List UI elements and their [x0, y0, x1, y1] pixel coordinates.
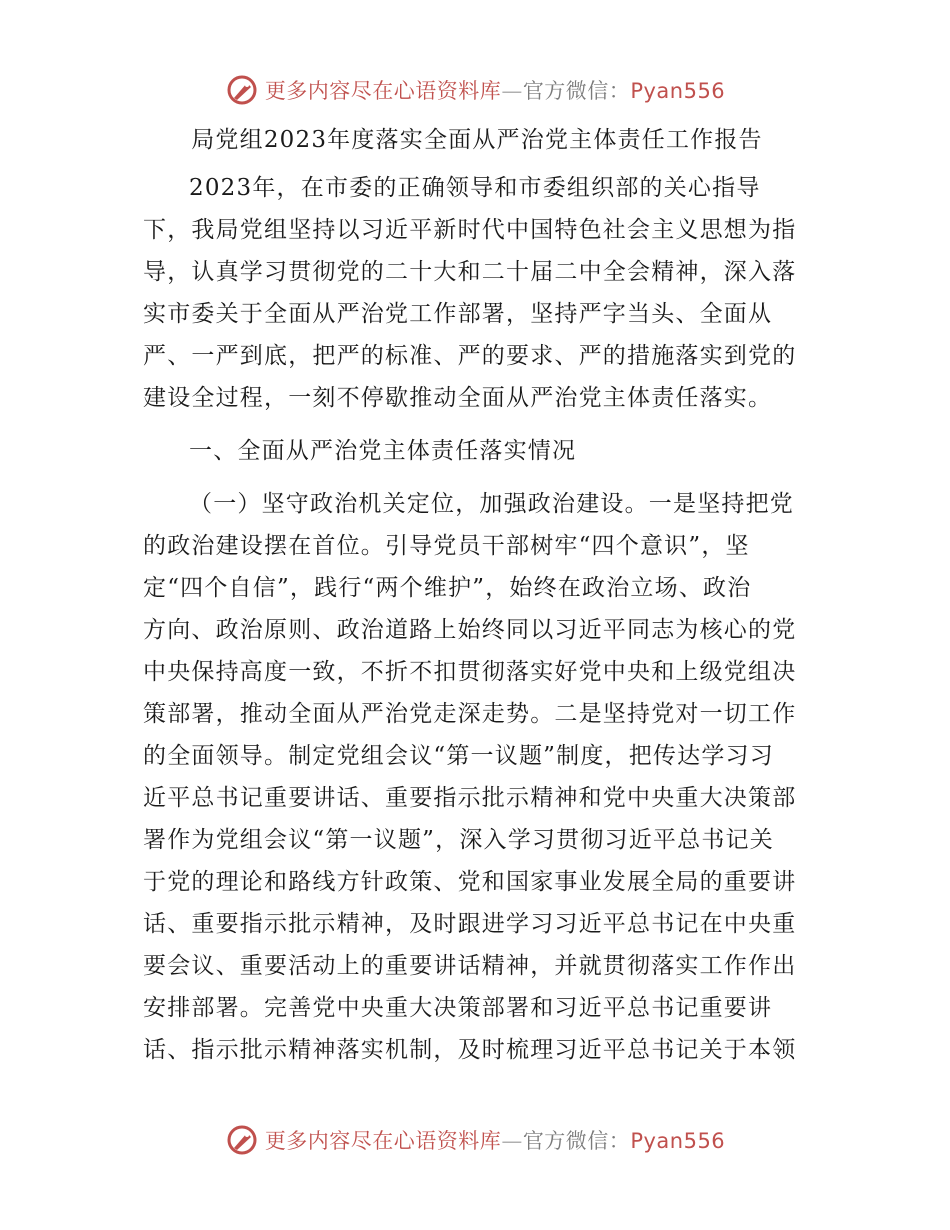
text-line: 于党的理论和路线方针政策、党和国家事业发展全局的重要讲	[143, 869, 797, 895]
text-line: 定“四个自信”，践行“两个维护”，始终在政治立场、政治	[143, 575, 752, 601]
watermark-wechat-id: Pyan556	[630, 79, 726, 103]
document-body	[143, 118, 811, 1071]
text-line: 方向、政治原则、政治道路上始终同以习近平同志为核心的党	[143, 617, 797, 643]
text-line: 中央保持高度一致，不折不扣贯彻落实好党中央和上级党组决	[143, 659, 797, 685]
watermark-banner-top	[0, 70, 950, 110]
text-line: 实市委关于全面从严治党工作部署，坚持严字当头、全面从	[143, 301, 773, 327]
text-line: 话、指示批示精神落实机制，及时梳理习近平总书记关于本领	[143, 1037, 797, 1063]
watermark-text	[265, 1125, 725, 1155]
section-heading: 一、全面从严治党主体责任落实情况	[189, 438, 577, 464]
text-line: （一）坚守政治机关定位，加强政治建设。一是坚持把党	[189, 491, 794, 517]
text-line: 署作为党组会议“第一议题”，深入学习贯彻习近平总书记关	[143, 827, 774, 853]
watermark-separator: —	[501, 79, 523, 103]
watermark-banner-bottom	[0, 1120, 950, 1160]
watermark-main-text: 更多内容尽在心语资料库	[264, 79, 502, 103]
text-line: 的政治建设摆在首位。引导党员干部树牢“四个意识”，坚	[143, 533, 750, 559]
paragraph-intro	[143, 167, 811, 419]
text-line: 话、重要指示批示精神，及时跟进学习习近平总书记在中央重	[143, 911, 797, 937]
text-line: 近平总书记重要讲话、重要指示批示精神和党中央重大决策部	[143, 785, 797, 811]
pen-nib-circle-icon	[225, 73, 259, 107]
text-line: 建设全过程，一刻不停歇推动全面从严治党主体责任落实。	[143, 385, 773, 411]
pen-nib-circle-icon	[225, 1123, 259, 1157]
watermark-official-label: 官方微信：	[522, 1129, 631, 1153]
text-line: 导，认真学习贯彻党的二十大和二十届二中全会精神，深入落	[143, 259, 797, 285]
text-line: 的全面领导。制定党组会议“第一议题”制度，把传达学习习	[143, 743, 774, 769]
text-line: 下，我局党组坚持以习近平新时代中国特色社会主义思想为指	[143, 217, 797, 243]
watermark-text	[265, 75, 725, 105]
text-line: 2023年，在市委的正确领导和市委组织部的关心指导	[189, 175, 761, 201]
text-line: 严、一严到底，把严的标准、严的要求、严的措施落实到党的	[143, 343, 797, 369]
watermark-official-label: 官方微信：	[522, 79, 631, 103]
watermark-separator: —	[501, 1129, 523, 1153]
document-title: 局党组2023年度落实全面从严治党主体责任工作报告	[191, 127, 763, 153]
text-line: 安排部署。完善党中央重大决策部署和习近平总书记重要讲	[143, 995, 773, 1021]
watermark-wechat-id: Pyan556	[630, 1129, 726, 1153]
watermark-main-text: 更多内容尽在心语资料库	[264, 1129, 502, 1153]
text-line: 要会议、重要活动上的重要讲话精神，并就贯彻落实工作作出	[143, 953, 797, 979]
text-line: 策部署，推动全面从严治党走深走势。二是坚持党对一切工作	[143, 701, 797, 727]
paragraph-political-building	[143, 483, 811, 1071]
